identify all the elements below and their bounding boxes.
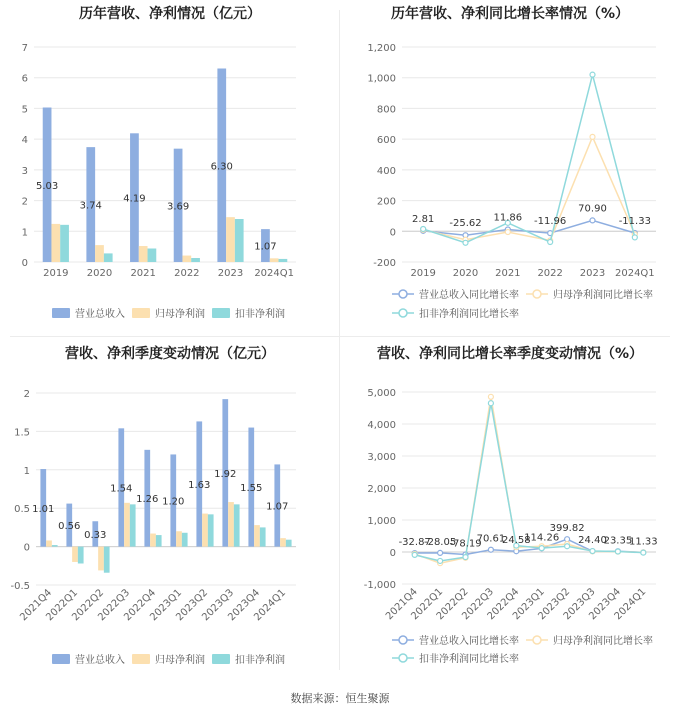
data-label: 1.55: [240, 483, 263, 495]
bar-deducted-profit: [234, 504, 240, 546]
y-tick-label: 1,200: [367, 43, 396, 54]
point-deducted-profit-growth: [463, 240, 468, 245]
bar-net-profit: [98, 547, 104, 571]
data-label: 5.03: [35, 180, 59, 192]
y-tick-label: 4: [21, 135, 28, 147]
x-tick-label: 2024Q1: [612, 586, 649, 623]
data-label: 23.35: [603, 535, 633, 547]
x-tick-label: 2023Q3: [561, 586, 598, 623]
x-tick-label: 2023Q4: [226, 587, 263, 624]
x-tick-label: 2020: [86, 268, 113, 279]
data-label: 11.86: [493, 212, 523, 224]
x-tick-label: 2023: [217, 268, 244, 279]
point-deducted-profit-growth: [438, 558, 443, 563]
bar-net-profit: [176, 531, 182, 546]
quarterly-growth-rate-chart: [340, 340, 680, 680]
x-tick-label: 2023Q4: [587, 586, 624, 623]
y-tick-label: 0: [21, 258, 28, 269]
x-tick-label: 2020: [452, 268, 479, 279]
data-label: 1.63: [188, 480, 211, 492]
x-tick-label: 2023: [579, 268, 606, 279]
legend-label: 营业总收入同比增长率: [419, 290, 519, 301]
point-deducted-profit-growth: [421, 226, 426, 231]
y-tick-label: 400: [376, 165, 396, 177]
legend-label: 扣非净利润同比增长率: [419, 654, 519, 665]
data-label: -11.33: [618, 216, 651, 228]
x-tick-label: 2023Q1: [148, 587, 185, 624]
bar-net-profit: [46, 540, 52, 546]
x-tick-label: 2019: [410, 268, 436, 279]
chart-title: 营收、净利季度变动情况（亿元）: [65, 346, 275, 362]
data-label: 1.54: [110, 483, 133, 495]
bar-deducted-profit: [182, 533, 188, 547]
x-tick-label: 2022Q4: [122, 587, 159, 624]
x-tick-label: 2024Q1: [614, 268, 655, 279]
legend-label: 归母净利润同比增长率: [553, 636, 653, 647]
point-revenue-growth: [590, 218, 595, 223]
data-label: 6.30: [210, 161, 233, 173]
x-tick-label: 2023Q2: [174, 587, 211, 624]
point-deducted-profit-growth: [548, 240, 553, 245]
x-tick-label: 2021: [495, 268, 521, 279]
data-label: 11.33: [628, 536, 658, 548]
bar-deducted-profit: [104, 253, 113, 262]
data-source-note: 数据来源：恒生聚源: [290, 692, 390, 705]
y-tick-label: 600: [376, 135, 396, 147]
bar-deducted-profit: [52, 545, 58, 547]
bar-net-profit: [270, 258, 279, 262]
data-label: 70.61: [476, 533, 506, 545]
bar-deducted-profit: [235, 219, 244, 262]
bar-net-profit: [182, 256, 191, 262]
annual-revenue-profit-chart: [0, 0, 340, 340]
x-tick-label: 2024Q1: [254, 268, 295, 279]
legend-swatch: [212, 654, 230, 664]
data-label: 1.20: [162, 496, 185, 508]
legend-swatch: [212, 308, 230, 318]
y-tick-label: 4,000: [367, 420, 396, 431]
data-label: -78.19: [449, 538, 482, 550]
bar-deducted-profit: [191, 258, 200, 262]
y-tick-label: 2,000: [367, 484, 396, 495]
y-tick-label: 1: [23, 465, 30, 477]
x-tick-label: 2021Q4: [383, 586, 420, 623]
x-tick-label: 2023Q2: [536, 586, 573, 623]
legend-label: 扣非净利润同比增长率: [419, 309, 519, 320]
legend-marker: [399, 290, 407, 298]
point-deducted-profit-growth: [412, 552, 417, 557]
point-deducted-profit-growth: [590, 72, 595, 77]
annual-growth-rate-chart: [340, 0, 680, 340]
point-revenue-growth: [488, 547, 493, 552]
point-revenue-growth: [438, 550, 443, 555]
point-deducted-profit-growth: [641, 550, 646, 555]
bar-deducted-profit: [148, 248, 157, 262]
y-tick-label: 3,000: [367, 452, 396, 463]
data-label: -32.87: [398, 537, 431, 549]
y-tick-label: 5,000: [367, 388, 396, 399]
legend-label: 营业总收入: [75, 309, 125, 320]
y-tick-label: 200: [376, 196, 396, 208]
y-tick-label: 1: [21, 227, 28, 239]
y-tick-label: 0: [23, 542, 30, 554]
y-tick-label: -0.5: [10, 581, 30, 592]
x-tick-label: 2021Q4: [18, 587, 55, 624]
bar-deducted-profit: [208, 514, 214, 546]
y-tick-label: 6: [21, 73, 28, 85]
legend-swatch: [52, 308, 70, 318]
bar-deducted-profit: [130, 504, 136, 546]
x-tick-label: 2019: [43, 268, 69, 279]
x-tick-label: 2022Q3: [460, 586, 497, 623]
bar-deducted-profit: [279, 259, 288, 262]
point-net-profit-growth: [505, 230, 510, 235]
quarterly-revenue-profit-chart: [0, 340, 340, 680]
bar-deducted-profit: [260, 527, 266, 546]
data-label: 4.19: [123, 193, 146, 205]
data-label: 1.07: [254, 241, 277, 253]
x-tick-label: 2023Q1: [510, 586, 547, 623]
y-tick-label: 0: [389, 227, 396, 239]
chart-title: 历年营收、净利情况（亿元）: [79, 6, 261, 22]
data-label: 0.56: [58, 521, 81, 533]
y-tick-label: 800: [376, 104, 396, 116]
y-tick-label: -200: [373, 258, 396, 269]
legend-marker: [399, 636, 407, 644]
bar-deducted-profit: [60, 225, 69, 262]
data-label: 0.33: [84, 529, 107, 541]
data-label: 399.82: [549, 523, 585, 535]
bar-net-profit: [202, 514, 208, 547]
y-tick-label: 1,000: [367, 516, 396, 527]
bar-net-profit: [226, 217, 235, 262]
bar-net-profit: [228, 502, 234, 547]
y-tick-label: -1,000: [363, 580, 396, 591]
legend-label: 扣非净利润: [235, 309, 285, 320]
data-label: 1.01: [32, 503, 55, 515]
x-tick-label: 2022Q2: [70, 587, 107, 624]
bar-deducted-profit: [156, 535, 162, 547]
x-tick-label: 2022Q2: [434, 586, 471, 623]
x-tick-label: 2022Q4: [485, 586, 522, 623]
data-label: -11.96: [534, 216, 567, 228]
x-tick-label: 2022: [537, 268, 563, 279]
x-tick-label: 2022Q1: [409, 586, 446, 623]
legend-label: 营业总收入: [75, 655, 125, 666]
data-label: 114.26: [524, 532, 560, 544]
bar-deducted-profit: [286, 540, 292, 547]
y-tick-label: 7: [21, 43, 28, 54]
data-label: 3.74: [79, 200, 102, 212]
legend-label: 营业总收入同比增长率: [419, 636, 519, 647]
point-net-profit-growth: [590, 134, 595, 139]
point-deducted-profit-growth: [488, 401, 493, 406]
legend-label: 扣非净利润: [235, 655, 285, 666]
data-label: 1.92: [214, 468, 237, 480]
bar-net-profit: [95, 245, 104, 262]
legend-marker: [533, 290, 541, 298]
legend-marker: [533, 636, 541, 644]
y-tick-label: 0.5: [14, 504, 30, 516]
data-label: 1.07: [266, 501, 289, 513]
y-tick-label: 1.5: [14, 427, 30, 439]
point-deducted-profit-growth: [590, 549, 595, 554]
legend-label: 归母净利润: [155, 655, 205, 666]
bar-net-profit: [280, 538, 286, 546]
legend-label: 归母净利润: [155, 309, 205, 320]
bar-net-profit: [139, 246, 148, 262]
chart-title: 历年营收、净利同比增长率情况（%）: [390, 6, 630, 22]
legend-label: 归母净利润同比增长率: [553, 290, 653, 301]
bar-net-profit: [254, 525, 260, 547]
legend-marker: [399, 309, 407, 317]
x-tick-label: 2024Q1: [252, 587, 289, 624]
data-label: 3.69: [166, 201, 190, 213]
bar-deducted-profit: [78, 547, 84, 564]
point-deducted-profit-growth: [632, 235, 637, 240]
point-deducted-profit-growth: [565, 544, 570, 549]
data-label: 24.40: [578, 535, 607, 547]
data-label: 1.26: [136, 494, 159, 506]
data-label: 70.90: [578, 203, 607, 215]
y-tick-label: 2: [23, 389, 30, 400]
y-tick-label: 1,000: [367, 73, 396, 85]
y-tick-label: 0: [389, 548, 396, 559]
point-deducted-profit-growth: [539, 546, 544, 551]
bar-net-profit: [124, 503, 130, 547]
legend-swatch: [132, 654, 150, 664]
data-label: 2.81: [412, 213, 435, 225]
x-tick-label: 2022Q1: [44, 587, 81, 624]
data-label: -28.05: [423, 536, 457, 548]
data-label: -25.62: [449, 218, 482, 230]
point-net-profit-growth: [488, 394, 493, 399]
legend-marker: [399, 654, 407, 662]
x-tick-label: 2023Q3: [200, 587, 237, 624]
data-label: 24.58: [501, 535, 531, 547]
bar-net-profit: [51, 224, 60, 262]
chart-title: 营收、净利同比增长率季度变动情况（%）: [376, 346, 644, 362]
y-tick-label: 2: [21, 196, 28, 208]
x-tick-label: 2022Q3: [96, 587, 133, 624]
point-deducted-profit-growth: [615, 549, 620, 554]
legend-swatch: [52, 654, 70, 664]
bar-net-profit: [72, 547, 78, 562]
y-tick-label: 3: [21, 165, 28, 177]
bar-net-profit: [150, 534, 156, 547]
point-deducted-profit-growth: [463, 555, 468, 560]
x-tick-label: 2021: [130, 268, 156, 279]
y-tick-label: 5: [21, 104, 28, 116]
bar-deducted-profit: [104, 547, 110, 573]
x-tick-label: 2022: [174, 268, 200, 279]
legend-swatch: [132, 308, 150, 318]
